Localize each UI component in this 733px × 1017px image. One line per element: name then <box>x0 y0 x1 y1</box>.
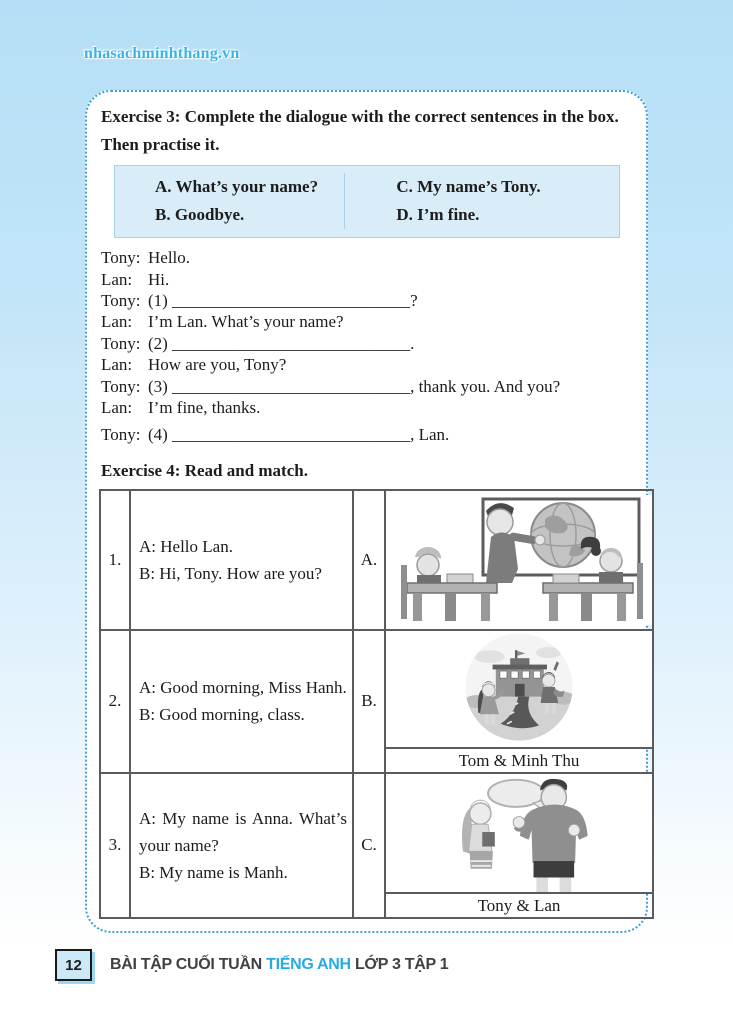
row-dialogue <box>130 630 353 773</box>
row-dialogue-line-a: A: Good morning, Miss Hanh. <box>139 678 347 698</box>
option-b: B. Goodbye. <box>155 205 245 225</box>
utterance-with-blank: (3) ____________________________, thank you. And you? <box>148 376 561 396</box>
row-dialogue <box>130 773 353 918</box>
dialogue-line <box>101 397 632 418</box>
utterance: Hi. <box>148 269 170 289</box>
match-letter: C. <box>353 773 385 918</box>
tony-lan-illustration <box>426 774 612 892</box>
match-letter: A. <box>353 490 385 630</box>
row-image-cell <box>385 773 653 918</box>
dialogue-line <box>101 333 632 354</box>
row-dialogue-line-b: B: Good morning, class. <box>139 705 305 725</box>
row-dialogue-line-b: B: Hi, Tony. How are you? <box>139 563 322 583</box>
school-walk-illustration <box>459 631 579 747</box>
book-title-part1: BÀI TẬP CUỐI TUẦN <box>110 956 267 973</box>
dialogue-line <box>101 290 632 311</box>
page-number-badge: 12 <box>55 949 92 981</box>
table-row <box>100 630 653 773</box>
utterance: I’m Lan. What’s your name? <box>148 312 344 332</box>
book-title-part2: LỚP 3 TẬP 1 <box>350 956 449 973</box>
row-dialogue-line-b: B: My name is Manh. <box>139 862 288 882</box>
row-image-cell <box>385 630 653 773</box>
row-dialogue-line-a: A: My name is Anna. What’s your name? <box>139 808 347 855</box>
exercise3-options-box <box>114 165 620 238</box>
read-and-match-table <box>99 489 654 919</box>
image-caption: Tony & Lan <box>386 892 652 917</box>
speaker-label: Lan: <box>101 355 133 375</box>
row-number: 2. <box>100 630 130 773</box>
row-number: 3. <box>100 773 130 918</box>
table-row <box>100 490 653 630</box>
speaker-label: Tony: <box>101 425 141 445</box>
watermark-text: nhasachminhthang.vn <box>84 45 240 62</box>
dialogue-line <box>101 311 632 332</box>
book-title <box>110 956 448 974</box>
match-letter: B. <box>353 630 385 773</box>
option-a: A. What’s your name? <box>155 177 319 197</box>
book-title-highlight: TIẾNG ANH <box>266 956 351 973</box>
utterance-with-blank: (4) ____________________________, Lan. <box>148 425 450 445</box>
options-column-right <box>344 173 619 229</box>
speaker-label: Tony: <box>101 290 141 310</box>
dialogue-line <box>101 424 632 445</box>
dialogue-line <box>101 376 632 397</box>
utterance: I’m fine, thanks. <box>148 398 261 417</box>
row-image-cell <box>385 490 653 630</box>
speaker-label: Tony: <box>101 333 141 353</box>
dialogue-line <box>101 247 632 268</box>
row-dialogue <box>130 490 353 630</box>
utterance: How are you, Tony? <box>148 355 287 375</box>
classroom-illustration <box>393 495 645 625</box>
exercise-card <box>85 90 648 933</box>
dialogue-line <box>101 354 632 375</box>
exercise4-title: Exercise 4: Read and match. <box>101 460 308 480</box>
speaker-label: Tony: <box>101 376 141 396</box>
speaker-label: Lan: <box>101 312 133 332</box>
image-caption: Tom & Minh Thu <box>386 747 652 772</box>
table-row <box>100 773 653 918</box>
speaker-label: Lan: <box>101 398 133 417</box>
row-dialogue-line-a: A: Hello Lan. <box>139 536 233 556</box>
utterance: Hello. <box>148 248 191 268</box>
speaker-label: Lan: <box>101 269 133 289</box>
option-d: D. I’m fine. <box>396 205 480 225</box>
dialogue-line <box>101 269 632 290</box>
row-number: 1. <box>100 490 130 630</box>
speaker-label: Tony: <box>101 248 141 268</box>
utterance-with-blank: (2) ____________________________. <box>148 333 415 353</box>
exercise3-title: Exercise 3: Complete the dialogue with the correct sentences in the box. Then practise it. <box>101 107 619 154</box>
utterance-with-blank: (1) ____________________________? <box>148 290 418 310</box>
exercise3-dialogue <box>101 247 632 446</box>
option-c: C. My name’s Tony. <box>396 177 541 197</box>
options-column-left <box>115 173 344 229</box>
